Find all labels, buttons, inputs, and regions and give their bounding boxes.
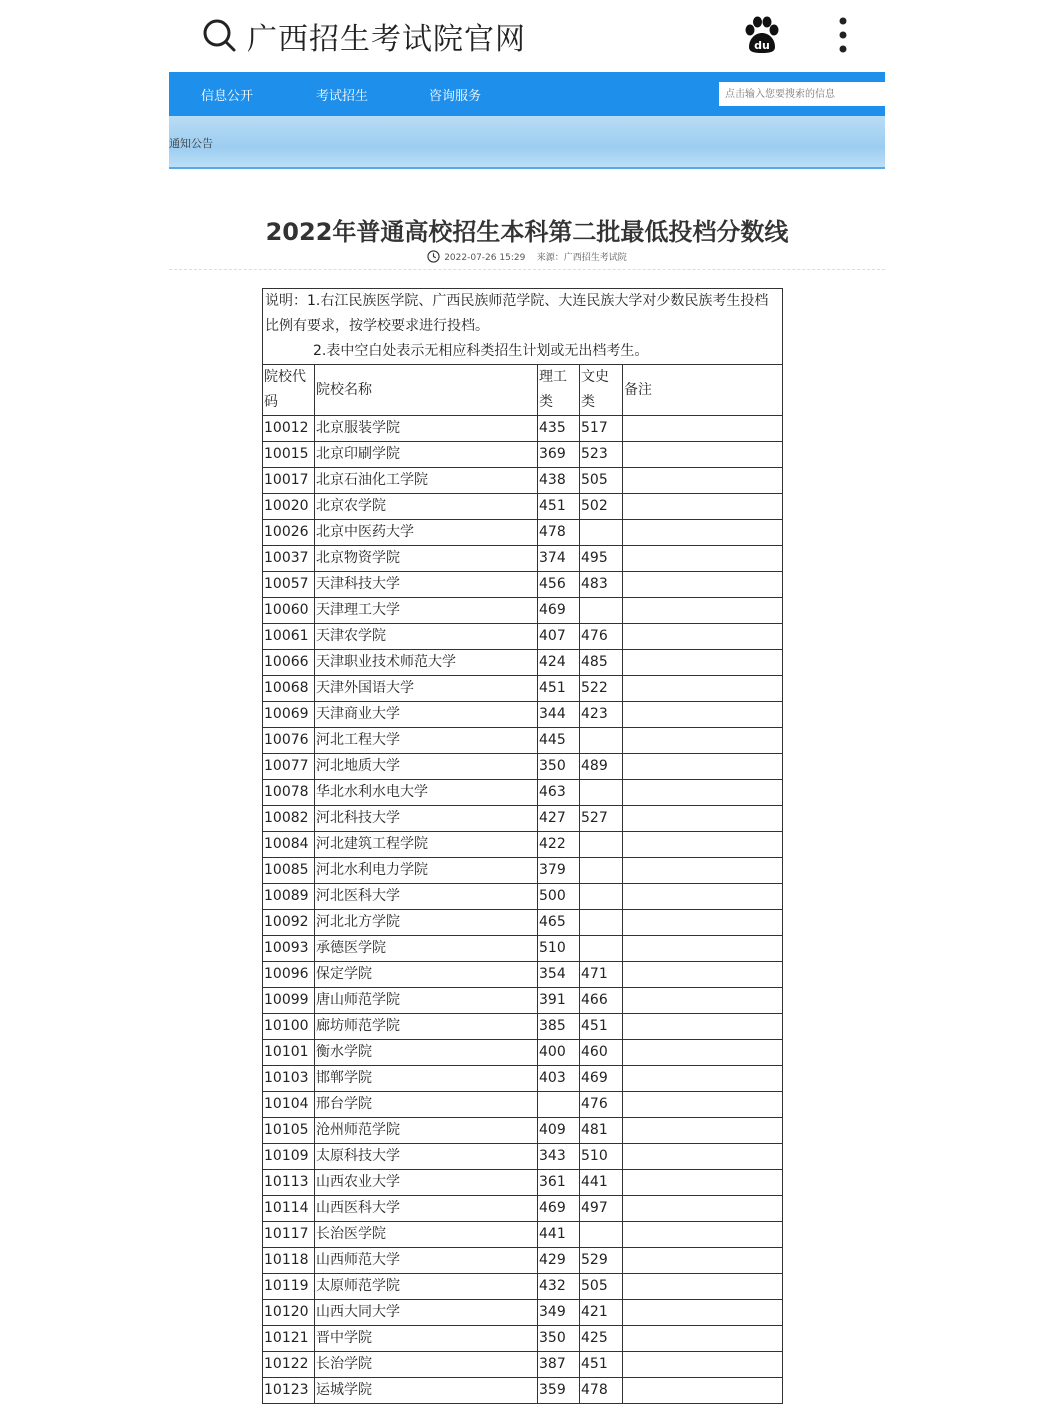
table-row bbox=[263, 1118, 783, 1144]
cell-code: 10120 bbox=[263, 1300, 315, 1326]
cell-code: 10109 bbox=[263, 1144, 315, 1170]
cell-arts bbox=[580, 1222, 623, 1248]
cell-code: 10104 bbox=[263, 1092, 315, 1118]
cell-science: 432 bbox=[538, 1274, 580, 1300]
cell-code: 10077 bbox=[263, 754, 315, 780]
cell-arts: 489 bbox=[580, 754, 623, 780]
table-row bbox=[263, 598, 783, 624]
cell-remark bbox=[623, 832, 783, 858]
cell-code: 10066 bbox=[263, 650, 315, 676]
cell-code: 10101 bbox=[263, 1040, 315, 1066]
table-row bbox=[263, 1300, 783, 1326]
banner bbox=[169, 116, 885, 168]
cell-arts bbox=[580, 884, 623, 910]
cell-arts: 527 bbox=[580, 806, 623, 832]
cell-science: 445 bbox=[538, 728, 580, 754]
note-line-2-text: 2.表中空白处表示无相应科类招生计划或无出档考生。 bbox=[313, 343, 649, 359]
cell-name: 河北医科大学 bbox=[315, 884, 538, 910]
cell-arts: 483 bbox=[580, 572, 623, 598]
cell-remark bbox=[623, 962, 783, 988]
header-science: 理工类 bbox=[538, 365, 580, 416]
cell-name: 河北建筑工程学院 bbox=[315, 832, 538, 858]
cell-science: 478 bbox=[538, 520, 580, 546]
table-row bbox=[263, 520, 783, 546]
article-source: 来源：广西招生考试院 bbox=[536, 253, 627, 263]
cell-code: 10076 bbox=[263, 728, 315, 754]
cell-science: 385 bbox=[538, 1014, 580, 1040]
cell-arts: 471 bbox=[580, 962, 623, 988]
cell-science: 424 bbox=[538, 650, 580, 676]
cell-arts: 497 bbox=[580, 1196, 623, 1222]
cell-arts bbox=[580, 520, 623, 546]
cell-remark bbox=[623, 572, 783, 598]
table-row bbox=[263, 702, 783, 728]
table-row bbox=[263, 780, 783, 806]
cell-code: 10113 bbox=[263, 1170, 315, 1196]
cell-science: 451 bbox=[538, 494, 580, 520]
note-row bbox=[263, 289, 783, 365]
cell-code: 10026 bbox=[263, 520, 315, 546]
cell-arts: 451 bbox=[580, 1014, 623, 1040]
nav-item-exam-admission[interactable]: 考试招生 bbox=[316, 89, 369, 104]
cell-code: 10082 bbox=[263, 806, 315, 832]
cell-code: 10085 bbox=[263, 858, 315, 884]
cell-science: 400 bbox=[538, 1040, 580, 1066]
cell-code: 10078 bbox=[263, 780, 315, 806]
cell-science: 469 bbox=[538, 1196, 580, 1222]
cell-remark bbox=[623, 1274, 783, 1300]
table-row bbox=[263, 650, 783, 676]
cell-code: 10105 bbox=[263, 1118, 315, 1144]
cell-code: 10122 bbox=[263, 1352, 315, 1378]
note-cell bbox=[263, 289, 783, 365]
cell-code: 10068 bbox=[263, 676, 315, 702]
cell-remark bbox=[623, 1040, 783, 1066]
cell-arts: 505 bbox=[580, 468, 623, 494]
cell-remark bbox=[623, 1326, 783, 1352]
header-name: 院校名称 bbox=[315, 365, 538, 416]
cell-remark bbox=[623, 1248, 783, 1274]
cell-name: 天津科技大学 bbox=[315, 572, 538, 598]
table-row bbox=[263, 416, 783, 442]
cell-science: 349 bbox=[538, 1300, 580, 1326]
cell-remark bbox=[623, 494, 783, 520]
cell-arts: 466 bbox=[580, 988, 623, 1014]
table-row bbox=[263, 1326, 783, 1352]
cell-science: 350 bbox=[538, 754, 580, 780]
cell-code: 10061 bbox=[263, 624, 315, 650]
cell-arts: 495 bbox=[580, 546, 623, 572]
cell-name: 河北科技大学 bbox=[315, 806, 538, 832]
cell-science: 456 bbox=[538, 572, 580, 598]
more-options-icon[interactable] bbox=[830, 14, 856, 56]
cell-remark bbox=[623, 598, 783, 624]
cell-remark bbox=[623, 1144, 783, 1170]
top-nav bbox=[169, 72, 885, 116]
cell-name: 邯郸学院 bbox=[315, 1066, 538, 1092]
cell-name: 华北水利水电大学 bbox=[315, 780, 538, 806]
cell-name: 晋中学院 bbox=[315, 1326, 538, 1352]
cell-code: 10117 bbox=[263, 1222, 315, 1248]
table-row bbox=[263, 572, 783, 598]
cell-arts: 505 bbox=[580, 1274, 623, 1300]
note-line-2 bbox=[265, 339, 780, 364]
cell-code: 10015 bbox=[263, 442, 315, 468]
cell-remark bbox=[623, 650, 783, 676]
cell-code: 10092 bbox=[263, 910, 315, 936]
cell-remark bbox=[623, 1014, 783, 1040]
cell-name: 天津理工大学 bbox=[315, 598, 538, 624]
cell-name: 北京中医药大学 bbox=[315, 520, 538, 546]
table-row bbox=[263, 624, 783, 650]
cell-science: 369 bbox=[538, 442, 580, 468]
header-arts: 文史类 bbox=[580, 365, 623, 416]
banner-divider bbox=[169, 167, 885, 169]
table-row bbox=[263, 1144, 783, 1170]
cell-name: 河北水利电力学院 bbox=[315, 858, 538, 884]
table-row bbox=[263, 858, 783, 884]
cell-arts bbox=[580, 728, 623, 754]
cell-name: 沧州师范学院 bbox=[315, 1118, 538, 1144]
table-row bbox=[263, 754, 783, 780]
nav-item-consult-service[interactable]: 咨询服务 bbox=[429, 89, 482, 104]
cell-remark bbox=[623, 936, 783, 962]
cell-arts: 476 bbox=[580, 624, 623, 650]
cell-code: 10099 bbox=[263, 988, 315, 1014]
cell-arts: 481 bbox=[580, 1118, 623, 1144]
cell-science bbox=[538, 1092, 580, 1118]
table-header-row bbox=[263, 365, 783, 416]
cell-name: 北京石油化工学院 bbox=[315, 468, 538, 494]
cell-code: 10103 bbox=[263, 1066, 315, 1092]
cell-name: 唐山师范学院 bbox=[315, 988, 538, 1014]
cell-arts bbox=[580, 936, 623, 962]
cell-remark bbox=[623, 1196, 783, 1222]
table-row bbox=[263, 832, 783, 858]
cell-name: 长治学院 bbox=[315, 1352, 538, 1378]
clock-icon bbox=[427, 250, 440, 263]
cell-remark bbox=[623, 468, 783, 494]
cell-remark bbox=[623, 988, 783, 1014]
cell-science: 387 bbox=[538, 1352, 580, 1378]
cell-arts: 517 bbox=[580, 416, 623, 442]
search-icon[interactable] bbox=[200, 16, 240, 56]
cell-science: 500 bbox=[538, 884, 580, 910]
cell-remark bbox=[623, 910, 783, 936]
table-row bbox=[263, 806, 783, 832]
cell-arts bbox=[580, 858, 623, 884]
cell-arts: 478 bbox=[580, 1378, 623, 1404]
cell-science: 361 bbox=[538, 1170, 580, 1196]
cell-remark bbox=[623, 416, 783, 442]
cell-code: 10114 bbox=[263, 1196, 315, 1222]
cell-code: 10057 bbox=[263, 572, 315, 598]
svg-text:du: du bbox=[754, 39, 770, 52]
table-row bbox=[263, 1040, 783, 1066]
cell-arts: 522 bbox=[580, 676, 623, 702]
cell-remark bbox=[623, 1378, 783, 1404]
cell-remark bbox=[623, 1222, 783, 1248]
cell-name: 北京物资学院 bbox=[315, 546, 538, 572]
cell-remark bbox=[623, 858, 783, 884]
cell-remark bbox=[623, 546, 783, 572]
cell-science: 374 bbox=[538, 546, 580, 572]
article-date: 2022-07-26 15:29 bbox=[444, 253, 526, 263]
table-row bbox=[263, 728, 783, 754]
table-row bbox=[263, 884, 783, 910]
cell-code: 10123 bbox=[263, 1378, 315, 1404]
cell-name: 山西农业大学 bbox=[315, 1170, 538, 1196]
nav-item-info-public[interactable]: 信息公开 bbox=[201, 89, 254, 104]
cell-name: 衡水学院 bbox=[315, 1040, 538, 1066]
cell-code: 10093 bbox=[263, 936, 315, 962]
cell-arts: 510 bbox=[580, 1144, 623, 1170]
cell-remark bbox=[623, 1092, 783, 1118]
cell-name: 北京印刷学院 bbox=[315, 442, 538, 468]
article-meta bbox=[169, 250, 885, 263]
cell-science: 344 bbox=[538, 702, 580, 728]
cell-name: 太原科技大学 bbox=[315, 1144, 538, 1170]
cell-name: 天津职业技术师范大学 bbox=[315, 650, 538, 676]
cell-arts: 523 bbox=[580, 442, 623, 468]
cell-remark bbox=[623, 520, 783, 546]
cell-name: 长治医学院 bbox=[315, 1222, 538, 1248]
cell-remark bbox=[623, 1352, 783, 1378]
cell-arts bbox=[580, 910, 623, 936]
header-code: 院校代码 bbox=[263, 365, 315, 416]
cell-code: 10096 bbox=[263, 962, 315, 988]
cell-science: 429 bbox=[538, 1248, 580, 1274]
cell-name: 山西师范大学 bbox=[315, 1248, 538, 1274]
cell-name: 北京服装学院 bbox=[315, 416, 538, 442]
browser-top-bar bbox=[0, 0, 1055, 72]
note-line-1: 说明：1.右江民族医学院、广西民族师范学院、大连民族大学对少数民族考生投档比例有要求，按学校要求进行投档。 bbox=[265, 293, 769, 334]
table-row bbox=[263, 494, 783, 520]
cell-code: 10121 bbox=[263, 1326, 315, 1352]
cell-name: 承德医学院 bbox=[315, 936, 538, 962]
cell-name: 河北地质大学 bbox=[315, 754, 538, 780]
table-row bbox=[263, 676, 783, 702]
table-row bbox=[263, 1170, 783, 1196]
header-remark: 备注 bbox=[623, 365, 783, 416]
cell-name: 运城学院 bbox=[315, 1378, 538, 1404]
cell-remark bbox=[623, 1066, 783, 1092]
cell-name: 河北工程大学 bbox=[315, 728, 538, 754]
site-search-input[interactable] bbox=[719, 82, 885, 106]
breadcrumb[interactable]: 通知公告 bbox=[169, 137, 213, 150]
cell-code: 10060 bbox=[263, 598, 315, 624]
cell-science: 435 bbox=[538, 416, 580, 442]
cell-code: 10012 bbox=[263, 416, 315, 442]
cell-name: 山西大同大学 bbox=[315, 1300, 538, 1326]
cell-arts: 441 bbox=[580, 1170, 623, 1196]
cell-science: 441 bbox=[538, 1222, 580, 1248]
cell-science: 359 bbox=[538, 1378, 580, 1404]
cell-science: 469 bbox=[538, 598, 580, 624]
cell-science: 465 bbox=[538, 910, 580, 936]
cell-science: 463 bbox=[538, 780, 580, 806]
cell-remark bbox=[623, 676, 783, 702]
cell-code: 10118 bbox=[263, 1248, 315, 1274]
table-row bbox=[263, 936, 783, 962]
table-row bbox=[263, 1222, 783, 1248]
table-row bbox=[263, 1196, 783, 1222]
cell-science: 343 bbox=[538, 1144, 580, 1170]
cell-name: 太原师范学院 bbox=[315, 1274, 538, 1300]
cell-code: 10119 bbox=[263, 1274, 315, 1300]
cell-remark bbox=[623, 702, 783, 728]
cell-science: 407 bbox=[538, 624, 580, 650]
table-row bbox=[263, 1378, 783, 1404]
cell-code: 10017 bbox=[263, 468, 315, 494]
cell-science: 403 bbox=[538, 1066, 580, 1092]
cell-arts: 469 bbox=[580, 1066, 623, 1092]
cell-arts: 425 bbox=[580, 1326, 623, 1352]
table-row bbox=[263, 962, 783, 988]
baidu-paw-icon[interactable] bbox=[741, 14, 783, 56]
table-row bbox=[263, 988, 783, 1014]
cell-name: 河北北方学院 bbox=[315, 910, 538, 936]
cell-name: 天津农学院 bbox=[315, 624, 538, 650]
cell-arts bbox=[580, 832, 623, 858]
cell-code: 10089 bbox=[263, 884, 315, 910]
table-row bbox=[263, 1092, 783, 1118]
title-divider bbox=[169, 269, 885, 270]
table-row bbox=[263, 546, 783, 572]
cell-remark bbox=[623, 624, 783, 650]
cell-science: 438 bbox=[538, 468, 580, 494]
article-title: 2022年普通高校招生本科第二批最低投档分数线 bbox=[265, 218, 789, 246]
cell-name: 廊坊师范学院 bbox=[315, 1014, 538, 1040]
score-table bbox=[262, 288, 783, 1404]
cell-arts: 451 bbox=[580, 1352, 623, 1378]
table-row bbox=[263, 1248, 783, 1274]
cell-code: 10037 bbox=[263, 546, 315, 572]
cell-science: 409 bbox=[538, 1118, 580, 1144]
cell-arts: 529 bbox=[580, 1248, 623, 1274]
table-row bbox=[263, 1014, 783, 1040]
cell-arts: 485 bbox=[580, 650, 623, 676]
cell-code: 10100 bbox=[263, 1014, 315, 1040]
cell-arts: 460 bbox=[580, 1040, 623, 1066]
cell-arts: 423 bbox=[580, 702, 623, 728]
cell-name: 保定学院 bbox=[315, 962, 538, 988]
table-row bbox=[263, 910, 783, 936]
table-row bbox=[263, 442, 783, 468]
cell-remark bbox=[623, 1300, 783, 1326]
cell-science: 391 bbox=[538, 988, 580, 1014]
cell-remark bbox=[623, 442, 783, 468]
cell-arts: 421 bbox=[580, 1300, 623, 1326]
table-row bbox=[263, 1274, 783, 1300]
cell-arts bbox=[580, 780, 623, 806]
cell-name: 邢台学院 bbox=[315, 1092, 538, 1118]
cell-name: 山西医科大学 bbox=[315, 1196, 538, 1222]
cell-arts bbox=[580, 598, 623, 624]
cell-remark bbox=[623, 728, 783, 754]
cell-science: 350 bbox=[538, 1326, 580, 1352]
cell-science: 427 bbox=[538, 806, 580, 832]
cell-arts: 476 bbox=[580, 1092, 623, 1118]
cell-remark bbox=[623, 806, 783, 832]
cell-code: 10020 bbox=[263, 494, 315, 520]
cell-name: 北京农学院 bbox=[315, 494, 538, 520]
cell-code: 10084 bbox=[263, 832, 315, 858]
search-query-title[interactable]: 广西招生考试院官网 bbox=[247, 22, 526, 57]
cell-science: 379 bbox=[538, 858, 580, 884]
table-row bbox=[263, 468, 783, 494]
cell-remark bbox=[623, 780, 783, 806]
table-row bbox=[263, 1066, 783, 1092]
cell-name: 天津商业大学 bbox=[315, 702, 538, 728]
cell-science: 354 bbox=[538, 962, 580, 988]
cell-science: 422 bbox=[538, 832, 580, 858]
cell-remark bbox=[623, 1170, 783, 1196]
cell-name: 天津外国语大学 bbox=[315, 676, 538, 702]
cell-remark bbox=[623, 754, 783, 780]
cell-science: 451 bbox=[538, 676, 580, 702]
cell-remark bbox=[623, 884, 783, 910]
cell-science: 510 bbox=[538, 936, 580, 962]
table-row bbox=[263, 1352, 783, 1378]
cell-code: 10069 bbox=[263, 702, 315, 728]
web-page bbox=[169, 72, 885, 1406]
cell-remark bbox=[623, 1118, 783, 1144]
cell-arts: 502 bbox=[580, 494, 623, 520]
